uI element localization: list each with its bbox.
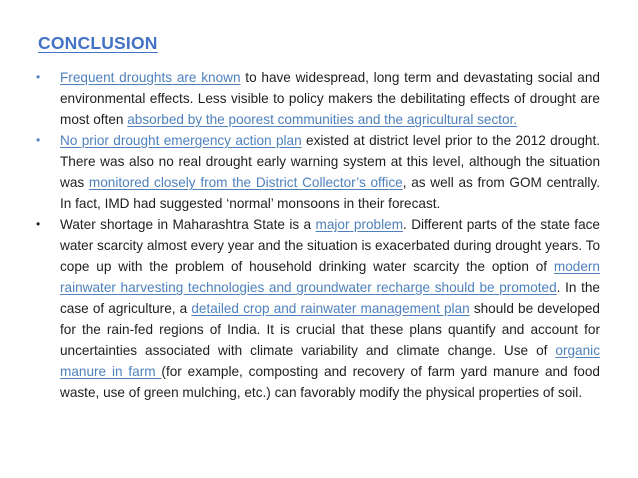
- body-text-run: existed at district level prior to the 2012 drought. There was also no real drought early warning system at this level, although the situation was: [60, 133, 601, 190]
- highlighted-link-phrase[interactable]: Frequent droughts are known: [60, 70, 241, 85]
- bullet-list: [35, 67, 600, 403]
- highlighted-link-phrase[interactable]: monitored closely from the District Collector’s office: [88, 175, 403, 190]
- bullet-marker-icon: •: [36, 70, 41, 84]
- body-text-run: to have widespread, long term and devastating social and environmental effects. Less visible to policy makers the debilitating effects of drought are most often: [60, 70, 600, 127]
- highlighted-link-phrase[interactable]: organic manure in farm: [60, 343, 600, 379]
- highlighted-link-phrase[interactable]: No prior drought emergency action plan: [60, 133, 302, 148]
- body-text-run: . In the case of agriculture, a: [60, 280, 600, 316]
- bullet-item: [35, 214, 600, 403]
- highlighted-link-phrase[interactable]: absorbed by the poorest communities and the agricultural sector.: [127, 112, 518, 127]
- body-text-run: should be developed for the rain-fed regions of India. It is crucial that these plans quantify and account for uncertainties associated with climate variability and climate change. Use of: [60, 301, 600, 358]
- bullet-item: [35, 130, 600, 214]
- bullet-item: [35, 67, 600, 130]
- highlighted-link-phrase[interactable]: major problem: [315, 217, 404, 232]
- bullet-marker-icon: •: [36, 133, 41, 147]
- body-text-run: . Different parts of the state face water scarcity almost every year and the situation is exacerbated during drought years. To cope up with the problem of household drinking water scarcity the option of: [60, 217, 600, 274]
- highlighted-link-phrase[interactable]: detailed crop and rainwater management plan: [191, 301, 470, 316]
- body-text-run: Water shortage in Maharashtra State is a: [60, 217, 316, 232]
- highlighted-link-phrase[interactable]: modern rainwater harvesting technologies and groundwater recharge should be promoted: [60, 259, 600, 295]
- body-text-run: , as well as from GOM centrally. In fact, IMD had suggested ‘normal’ monsoons in their forecast.: [60, 175, 600, 211]
- bullet-marker-icon: •: [36, 217, 41, 231]
- body-text-run: (for example, composting and recovery of farm yard manure and food waste, use of green mulching, etc.) can favorably modify the physical properties of soil.: [60, 364, 600, 400]
- slide-title: CONCLUSION: [38, 33, 158, 53]
